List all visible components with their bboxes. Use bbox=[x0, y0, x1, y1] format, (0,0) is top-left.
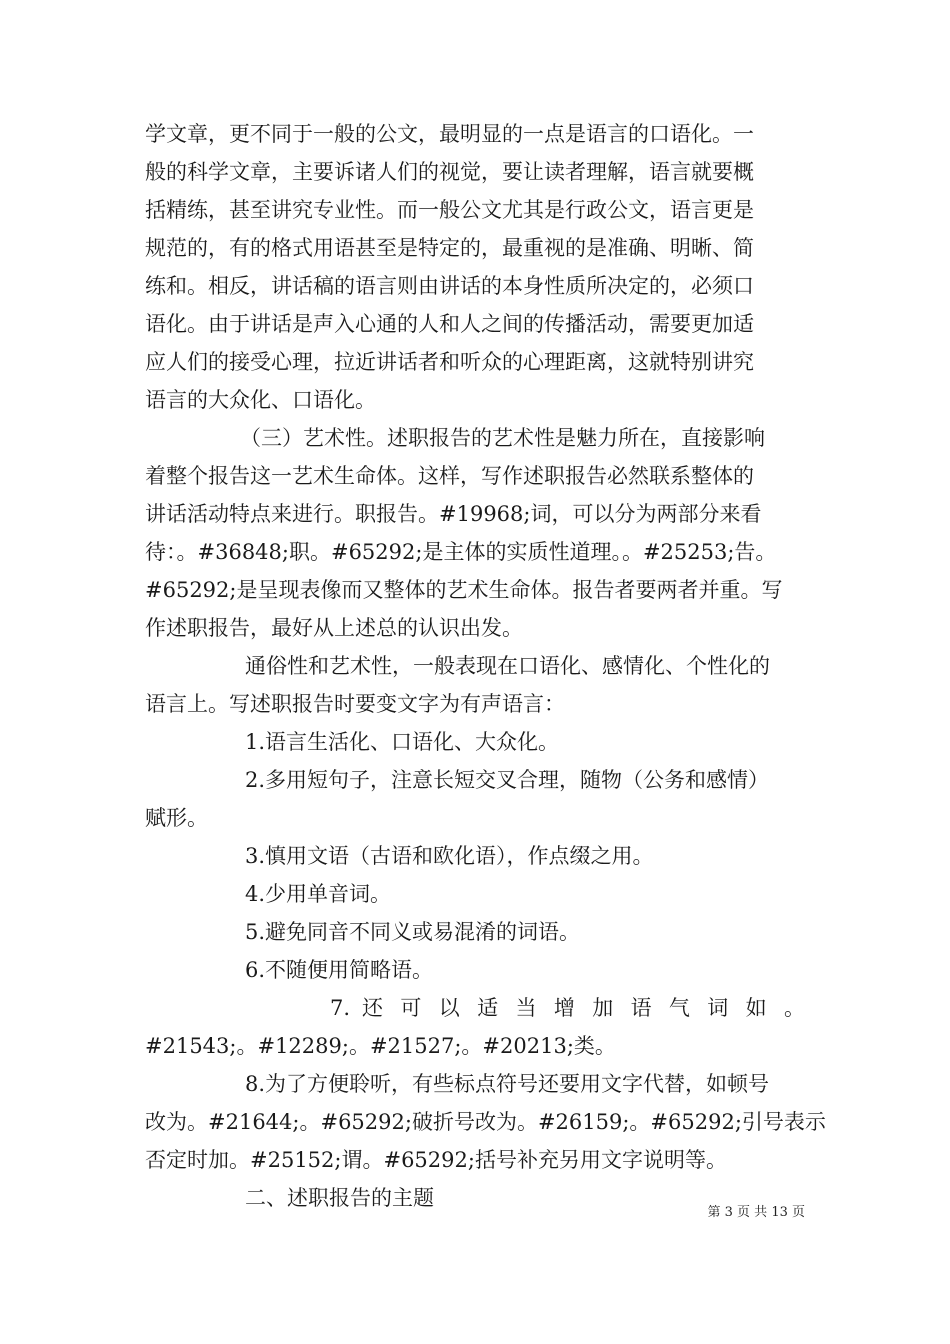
list-item-continuation: #21543;。#12289;。#21527;。#20213;类。 bbox=[145, 1034, 616, 1058]
paragraph-line: 语言的大众化、口语化。 bbox=[145, 388, 376, 412]
paragraph-line: 通俗性和艺术性，一般表现在口语化、感情化、个性化的 bbox=[245, 654, 770, 678]
list-item: 3.慎用文语（古语和欧化语），作点缀之用。 bbox=[245, 844, 654, 868]
paragraph-line: 应人们的接受心理，拉近讲话者和听众的心理距离，这就特别讲究 bbox=[145, 350, 754, 374]
list-item: 8.为了方便聆听，有些标点符号还要用文字代替，如顿号 bbox=[245, 1072, 770, 1096]
paragraph-line: 练和。相反，讲话稿的语言则由讲话的本身性质所决定的，必须口 bbox=[145, 274, 754, 298]
paragraph-line: 语化。由于讲话是声入心通的人和人之间的传播活动，需要更加适 bbox=[145, 312, 754, 336]
paragraph-line: 着整个报告这一艺术生命体。这样，写作述职报告必然联系整体的 bbox=[145, 464, 754, 488]
paragraph-line: 学文章，更不同于一般的公文，最明显的一点是语言的口语化。一 bbox=[145, 122, 754, 146]
list-item-continuation: 改为。#21644;。#65292;破折号改为。#26159;。#65292;引号表示 bbox=[145, 1110, 826, 1134]
list-item: 5.避免同音不同义或易混淆的词语。 bbox=[245, 920, 581, 944]
page-number: 第 3 页 共 13 页 bbox=[707, 1205, 805, 1220]
list-item-continuation: 否定时加。#25152;谓。#65292;括号补充另用文字说明等。 bbox=[145, 1148, 727, 1172]
list-item: 1.语言生活化、口语化、大众化。 bbox=[245, 730, 560, 754]
list-item: 2.多用短句子，注意长短交叉合理，随物（公务和感情） bbox=[245, 768, 770, 792]
section-heading: 二、述职报告的主题 bbox=[245, 1186, 434, 1210]
paragraph-line: 括精练，甚至讲究专业性。而一般公文尤其是行政公文，语言更是 bbox=[145, 198, 754, 222]
list-item: 7. 还 可 以 适 当 增 加 语 气 词 如 。 bbox=[330, 996, 805, 1020]
list-item: 6.不随便用简略语。 bbox=[245, 958, 434, 982]
paragraph-line: #65292;是呈现表像而又整体的艺术生命体。报告者要两者并重。写 bbox=[145, 578, 783, 602]
paragraph-line: 般的科学文章，主要诉诸人们的视觉，要让读者理解，语言就要概 bbox=[145, 160, 754, 184]
paragraph-line: 待：。#36848;职。#65292;是主体的实质性道理。。#25253;告。 bbox=[145, 540, 777, 564]
paragraph-line: 讲话活动特点来进行。职报告。#19968;词，可以分为两部分来看 bbox=[145, 502, 762, 526]
list-item-continuation: 赋形。 bbox=[145, 806, 208, 830]
paragraph-line: （三）艺术性。述职报告的艺术性是魅力所在，直接影响 bbox=[240, 426, 765, 450]
paragraph-line: 作述职报告，最好从上述总的认识出发。 bbox=[145, 616, 523, 640]
paragraph-line: 语言上。写述职报告时要变文字为有声语言： bbox=[145, 692, 565, 716]
list-item: 4.少用单音词。 bbox=[245, 882, 392, 906]
paragraph-line: 规范的，有的格式用语甚至是特定的，最重视的是准确、明晰、简 bbox=[145, 236, 754, 260]
